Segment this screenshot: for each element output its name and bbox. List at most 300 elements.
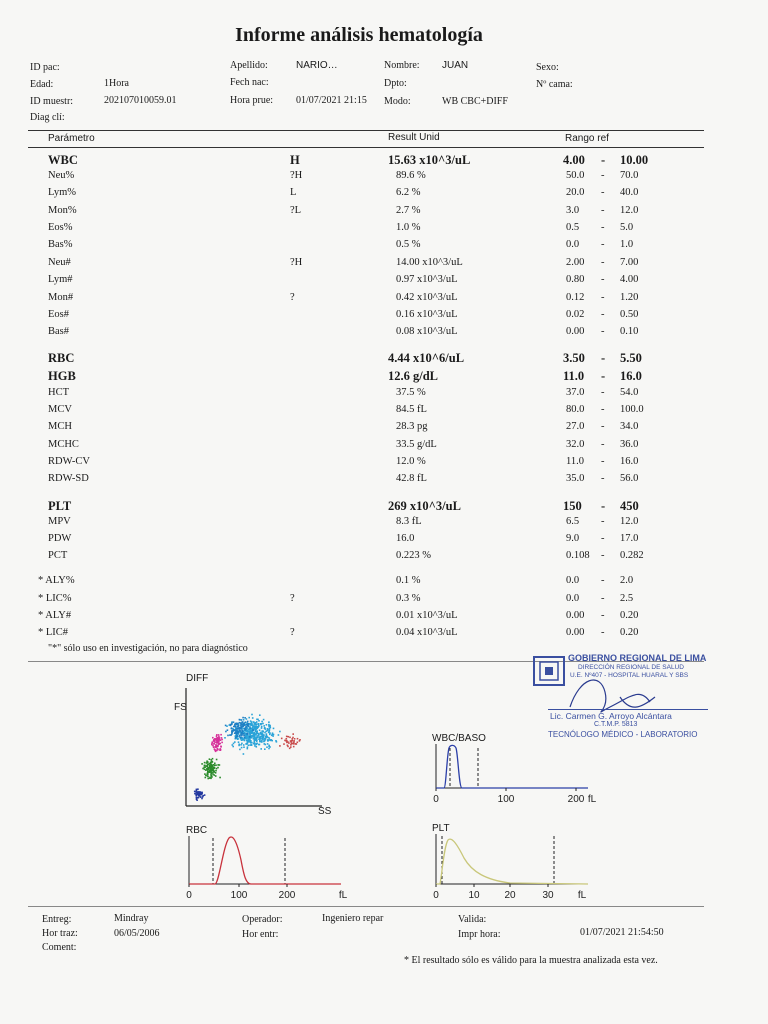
plt-title: PLT (432, 823, 450, 834)
scatter-point (291, 743, 293, 745)
scatter-point (242, 717, 244, 719)
distribution-curve (189, 837, 341, 884)
scatter-point (242, 723, 244, 725)
scatter-point (250, 730, 252, 732)
scatter-point (214, 740, 216, 742)
scatter-point (207, 769, 209, 771)
scatter-point (233, 729, 235, 731)
row-range-low: 0.02 (566, 309, 585, 320)
scatter-point (232, 744, 234, 746)
stamp-ctmp: C.T.M.P. 5813 (594, 721, 638, 728)
scatter-point (237, 723, 239, 725)
scatter-point (242, 722, 244, 724)
scatter-point (264, 743, 266, 745)
row-range-low: 27.0 (566, 421, 585, 432)
row-range-high: 36.0 (620, 439, 639, 450)
row-range-dash: - (601, 369, 606, 383)
row-param-name: MCH (48, 421, 72, 432)
scatter-point (287, 745, 289, 747)
research-note: "*" sólo uso en investigación, no para diagnóstico (48, 643, 248, 654)
scatter-point (265, 728, 267, 730)
scatter-point (262, 731, 264, 733)
scatter-point (201, 793, 203, 795)
scatter-point (256, 746, 258, 748)
row-result: 12.6 g/dL (388, 369, 439, 383)
scatter-point (265, 738, 267, 740)
row-param-name: PCT (48, 550, 68, 561)
scatter-point (225, 731, 227, 733)
scatter-point (213, 771, 215, 773)
scatter-point (216, 739, 218, 741)
scatter-point (239, 749, 241, 751)
scatter-point (216, 742, 218, 744)
row-range-dash: - (601, 170, 605, 181)
scatter-point (242, 733, 244, 735)
row-range-high: 2.5 (620, 593, 634, 604)
row-range-high: 0.282 (620, 550, 644, 561)
table-row (0, 593, 768, 610)
scatter-point (247, 746, 249, 748)
row-range-low: 50.0 (566, 170, 585, 181)
row-range-high: 0.20 (620, 610, 639, 621)
scatter-point (243, 723, 245, 725)
report-title: Informe análisis hematología (235, 24, 483, 46)
scatter-point (213, 767, 215, 769)
scatter-point (217, 767, 219, 769)
row-range-dash: - (601, 473, 605, 484)
scatter-point (210, 759, 212, 761)
row-result: 6.2 % (396, 187, 421, 198)
scatter-point (256, 727, 258, 729)
row-range-low: 11.0 (566, 456, 584, 467)
scatter-point (225, 725, 227, 727)
scatter-point (243, 744, 245, 746)
impr-label: Impr hora: (458, 929, 501, 940)
scatter-point (218, 738, 220, 740)
scatter-point (258, 734, 260, 736)
scatter-point (244, 737, 246, 739)
row-range-low: 4.00 (563, 153, 585, 167)
row-range-dash: - (601, 274, 605, 285)
table-row (0, 499, 768, 516)
scatter-point (243, 746, 245, 748)
tick-label: 10 (468, 890, 480, 900)
scatter-point (261, 727, 263, 729)
entreg-value: Mindray (114, 913, 149, 924)
row-flag: ?H (290, 170, 303, 181)
scatter-point (245, 729, 247, 731)
dpto-label: Dpto: (384, 78, 407, 89)
scatter-point (256, 733, 258, 735)
scatter-point (212, 742, 214, 744)
row-param-name: * LIC% (38, 593, 72, 604)
row-param-name: HCT (48, 387, 69, 398)
table-row (0, 533, 768, 550)
scatter-point (220, 746, 222, 748)
row-range-low: 11.0 (563, 369, 585, 383)
table-row (0, 351, 768, 368)
apellido-label: Apellido: (230, 60, 268, 71)
scatter-point (293, 741, 295, 743)
operador-value: Ingeniero repar (322, 913, 384, 924)
row-result: 8.3 fL (396, 516, 422, 527)
scatter-point (287, 741, 289, 743)
row-range-high: 100.0 (620, 404, 644, 415)
row-range-dash: - (601, 309, 605, 320)
scatter-point (256, 735, 258, 737)
scatter-point (220, 739, 222, 741)
scatter-point (243, 753, 245, 755)
table-row (0, 222, 768, 239)
scatter-point (244, 717, 246, 719)
row-range-high: 12.0 (620, 516, 639, 527)
scatter-point (279, 745, 281, 747)
diag-label: Diag clí: (30, 112, 65, 123)
scatter-point (247, 740, 249, 742)
row-param-name: HGB (48, 369, 76, 383)
row-range-high: 70.0 (620, 170, 639, 181)
row-flag: ? (290, 292, 295, 303)
row-result: 42.8 fL (396, 473, 427, 484)
stamp-line2: DIRECCIÓN REGIONAL DE SALUD (578, 664, 684, 671)
footer-divider (28, 906, 704, 907)
row-result: 12.0 % (396, 456, 426, 467)
row-result: 14.00 x10^3/uL (396, 257, 463, 268)
stamp-line1: GOBIERNO REGIONAL DE LIMA (568, 653, 707, 663)
table-row (0, 473, 768, 490)
scatter-point (215, 770, 217, 772)
scatter-point (197, 788, 199, 790)
row-range-dash: - (601, 239, 605, 250)
scatter-point (201, 798, 203, 800)
row-result: 0.223 % (396, 550, 431, 561)
scatter-point (204, 762, 206, 764)
row-range-dash: - (601, 326, 605, 337)
diff-title: DIFF (186, 673, 209, 684)
row-range-low: 20.0 (566, 187, 585, 198)
scatter-point (238, 744, 240, 746)
row-range-low: 32.0 (566, 439, 585, 450)
row-result: 0.97 x10^3/uL (396, 274, 458, 285)
scatter-point (211, 775, 213, 777)
scatter-point (242, 738, 244, 740)
scatter-point (212, 761, 214, 763)
scatter-point (255, 738, 257, 740)
row-range-high: 4.00 (620, 274, 639, 285)
scatter-point (216, 759, 218, 761)
scatter-point (247, 724, 249, 726)
scatter-point (248, 745, 250, 747)
scatter-point (267, 740, 269, 742)
hor-traz-value: 06/05/2006 (114, 928, 160, 939)
table-row (0, 187, 768, 204)
scatter-point (218, 736, 220, 738)
scatter-point (221, 739, 223, 741)
scatter-point (250, 740, 252, 742)
scatter-point (209, 767, 211, 769)
scatter-point (295, 743, 297, 745)
scatter-point (238, 728, 240, 730)
unit-label: fL (577, 890, 587, 900)
scatter-point (201, 763, 203, 765)
table-row (0, 153, 768, 170)
scatter-point (197, 791, 199, 793)
row-range-high: 40.0 (620, 187, 639, 198)
row-result: 269 x10^3/uL (388, 499, 461, 513)
row-result: 2.7 % (396, 205, 421, 216)
scatter-point (251, 727, 253, 729)
scatter-point (286, 738, 288, 740)
table-row (0, 239, 768, 256)
scatter-point (272, 732, 274, 734)
scatter-point (216, 750, 218, 752)
unit-label: fL (587, 794, 597, 804)
scatter-point (214, 763, 216, 765)
row-flag: L (290, 187, 297, 198)
row-param-name: MCHC (48, 439, 79, 450)
row-range-high: 5.50 (620, 351, 642, 365)
plt-histogram (430, 834, 600, 900)
scatter-point (263, 719, 265, 721)
valida-label: Valida: (458, 914, 487, 925)
scatter-point (272, 735, 274, 737)
row-range-high: 1.20 (620, 292, 639, 303)
scatter-point (216, 734, 218, 736)
row-param-name: * ALY% (38, 575, 75, 586)
scatter-point (252, 717, 254, 719)
row-range-high: 56.0 (620, 473, 639, 484)
scatter-point (279, 731, 281, 733)
scatter-point (293, 740, 295, 742)
scatter-point (216, 768, 218, 770)
row-param-name: Mon% (48, 205, 77, 216)
scatter-point (241, 743, 243, 745)
scatter-point (237, 735, 239, 737)
scatter-point (200, 796, 202, 798)
row-flag: ? (290, 593, 295, 604)
row-range-dash: - (601, 610, 605, 621)
scatter-point (240, 744, 242, 746)
scatter-point (211, 773, 213, 775)
scatter-point (260, 734, 262, 736)
scatter-point (236, 728, 238, 730)
table-row (0, 610, 768, 627)
scatter-point (254, 727, 256, 729)
row-param-name: WBC (48, 153, 78, 167)
scatter-point (207, 775, 209, 777)
scatter-point (238, 725, 240, 727)
scatter-point (276, 741, 278, 743)
table-row (0, 550, 768, 567)
row-param-name: Neu# (48, 257, 71, 268)
operador-label: Operador: (242, 914, 283, 925)
scatter-point (251, 744, 253, 746)
row-range-high: 10.00 (620, 153, 649, 167)
row-result: 89.6 % (396, 170, 426, 181)
row-range-dash: - (601, 456, 605, 467)
scatter-point (211, 744, 213, 746)
row-range-dash: - (601, 593, 605, 604)
modo-label: Modo: (384, 96, 411, 107)
table-row (0, 309, 768, 326)
row-result: 0.1 % (396, 575, 421, 586)
scatter-point (216, 736, 218, 738)
scatter-point (251, 714, 253, 716)
scatter-point (254, 743, 256, 745)
scatter-point (205, 777, 207, 779)
scatter-point (259, 729, 261, 731)
scatter-point (204, 773, 206, 775)
scatter-point (261, 738, 263, 740)
tick-label: 20 (504, 890, 516, 900)
scatter-point (253, 733, 255, 735)
scatter-point (253, 721, 255, 723)
scatter-point (243, 719, 245, 721)
table-row (0, 404, 768, 421)
id-muestr-label: ID muestr: (30, 96, 74, 107)
row-range-high: 17.0 (620, 533, 639, 544)
row-range-high: 12.0 (620, 205, 639, 216)
row-flag: ?H (290, 257, 303, 268)
scatter-point (278, 734, 280, 736)
scatter-point (241, 735, 243, 737)
scatter-point (196, 789, 198, 791)
scatter-point (271, 735, 273, 737)
scatter-point (215, 772, 217, 774)
hora-prue-label: Hora prue: (230, 95, 274, 106)
scatter-point (269, 737, 271, 739)
row-range-dash: - (601, 516, 605, 527)
scatter-point (263, 740, 265, 742)
lab-stamp (530, 653, 710, 743)
row-param-name: PDW (48, 533, 72, 544)
scatter-point (294, 738, 296, 740)
scatter-point (226, 725, 228, 727)
coment-label: Coment: (42, 942, 77, 953)
scatter-point (197, 793, 199, 795)
scatter-point (250, 720, 252, 722)
scatter-point (261, 721, 263, 723)
id-muestr-value: 202107010059.01 (104, 95, 177, 106)
row-range-dash: - (601, 222, 605, 233)
scatter-point (233, 743, 235, 745)
scatter-point (209, 758, 211, 760)
row-result: 0.42 x10^3/uL (396, 292, 458, 303)
table-row (0, 439, 768, 456)
scatter-point (268, 721, 270, 723)
row-range-high: 34.0 (620, 421, 639, 432)
scatter-point (253, 743, 255, 745)
distribution-curve (436, 839, 588, 884)
tick-label: 0 (433, 890, 439, 900)
tick-label: 0 (186, 890, 192, 900)
row-result: 0.3 % (396, 593, 421, 604)
table-row (0, 516, 768, 533)
scatter-point (233, 721, 235, 723)
scatter-point (202, 768, 204, 770)
hor-entr-label: Hor entr: (242, 929, 279, 940)
stamp-name: Lic. Carmen G. Arroyo Alcántara (550, 711, 672, 721)
row-range-high: 1.0 (620, 239, 634, 250)
scatter-point (241, 732, 243, 734)
row-range-dash: - (601, 153, 606, 167)
scatter-point (256, 731, 258, 733)
stamp-role: TECNÓLOGO MÉDICO - LABORATORIO (548, 730, 698, 739)
diff-y-label: FS (174, 702, 187, 713)
scatter-point (257, 719, 259, 721)
row-flag: ?L (290, 205, 302, 216)
scatter-point (198, 795, 200, 797)
row-result: 15.63 x10^3/uL (388, 153, 471, 167)
scatter-point (269, 730, 271, 732)
scatter-point (243, 735, 245, 737)
row-result: 0.01 x10^3/uL (396, 610, 458, 621)
tick-label: 100 (230, 890, 248, 900)
row-range-dash: - (601, 421, 605, 432)
scatter-point (194, 793, 196, 795)
row-range-high: 0.20 (620, 627, 639, 638)
row-range-low: 0.00 (566, 326, 585, 337)
scatter-point (239, 735, 241, 737)
edad-label: Edad: (30, 79, 54, 90)
row-flag: ? (290, 627, 295, 638)
row-result: 33.5 g/dL (396, 439, 437, 450)
scatter-point (246, 733, 248, 735)
scatter-point (206, 762, 208, 764)
scatter-point (219, 777, 221, 779)
table-row (0, 257, 768, 274)
scatter-point (255, 729, 257, 731)
scatter-point (254, 723, 256, 725)
tick-label: 200 (567, 794, 585, 804)
row-range-high: 0.50 (620, 309, 639, 320)
table-row (0, 274, 768, 291)
scatter-point (267, 743, 269, 745)
table-header-divider (28, 147, 704, 148)
scatter-point (258, 724, 260, 726)
scatter-point (252, 729, 254, 731)
col-rango: Rango ref (565, 133, 609, 144)
scatter-point (297, 738, 299, 740)
row-range-dash: - (601, 257, 605, 268)
scatter-point (216, 738, 218, 740)
row-range-low: 9.0 (566, 533, 580, 544)
row-range-high: 54.0 (620, 387, 639, 398)
row-result: 1.0 % (396, 222, 421, 233)
scatter-point (212, 737, 214, 739)
row-result: 0.16 x10^3/uL (396, 309, 458, 320)
scatter-point (247, 748, 249, 750)
scatter-point (290, 740, 292, 742)
modo-value: WB CBC+DIFF (442, 96, 508, 107)
row-result: 0.04 x10^3/uL (396, 627, 458, 638)
row-range-high: 16.0 (620, 456, 639, 467)
row-flag: H (290, 153, 300, 167)
scatter-point (253, 738, 255, 740)
scatter-point (264, 748, 266, 750)
row-param-name: Bas# (48, 326, 69, 337)
scatter-point (224, 737, 226, 739)
scatter-point (249, 736, 251, 738)
scatter-point (215, 775, 217, 777)
scatter-point (219, 764, 221, 766)
row-range-high: 450 (620, 499, 639, 513)
scatter-point (221, 737, 223, 739)
row-result: 0.5 % (396, 239, 421, 250)
scatter-point (293, 746, 295, 748)
scatter-point (268, 745, 270, 747)
row-range-low: 0.80 (566, 274, 585, 285)
